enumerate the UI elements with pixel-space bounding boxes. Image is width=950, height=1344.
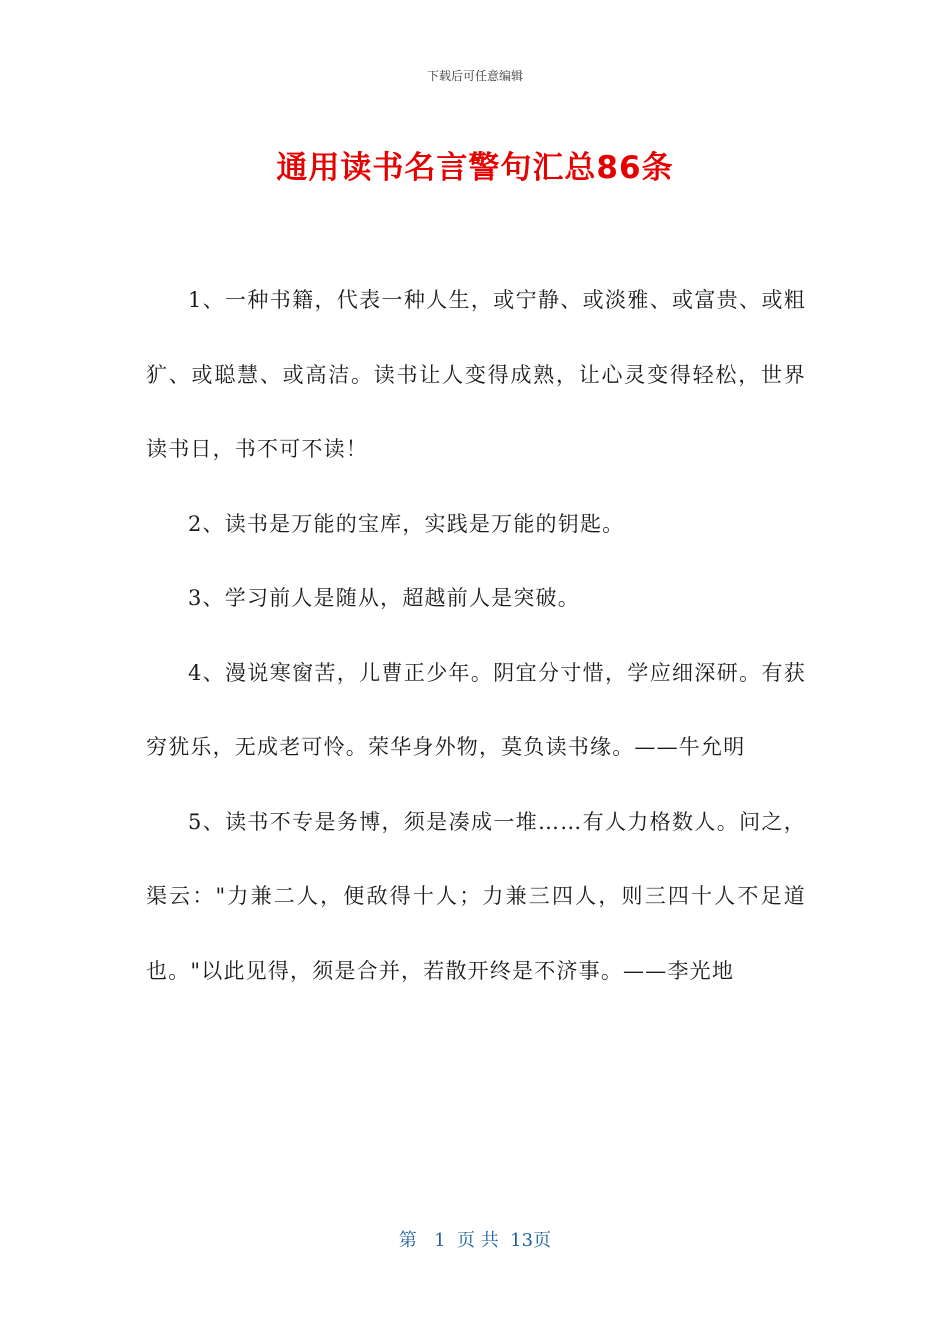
quote-paragraph-5: 5、读书不专是务博，须是凑成一堆……有人力格数人。问之，渠云："力兼二人，便敌得十人；力兼三四人，则三四十人不足道也。"以此见得，须是合并，若散开终是不济事。——李光地 [146, 809, 806, 983]
page-header-note: 下载后可任意编辑 [426, 69, 523, 83]
footer-current-page: 1 [434, 1230, 446, 1251]
quote-paragraph-3: 3、学习前人是随从，超越前人是突破。 [188, 586, 580, 610]
footer-mid: 页 共 [456, 1230, 499, 1251]
footer-total-pages: 13 [510, 1230, 534, 1251]
footer-suffix: 页 [533, 1230, 552, 1251]
document-body [146, 263, 806, 1008]
footer-prefix: 第 [398, 1230, 417, 1251]
quote-paragraph-2: 2、读书是万能的宝库，实践是万能的钥匙。 [188, 511, 625, 536]
quote-paragraph-4: 4、漫说寒窗苦，儿曹正少年。阴宜分寸惜，学应细深研。有获穷犹乐，无成老可怜。荣华身外物，莫负读书缘。——牛允明 [146, 660, 806, 759]
page-footer [0, 1226, 950, 1252]
document-title: 通用读书名言警句汇总86条 [276, 150, 674, 186]
quote-paragraph-1: 1、一种书籍，代表一种人生，或宁静、或淡雅、或富贵、或粗犷、或聪慧、或高洁。读书让人变得成熟，让心灵变得轻松，世界读书日，书不可不读！ [146, 288, 806, 461]
